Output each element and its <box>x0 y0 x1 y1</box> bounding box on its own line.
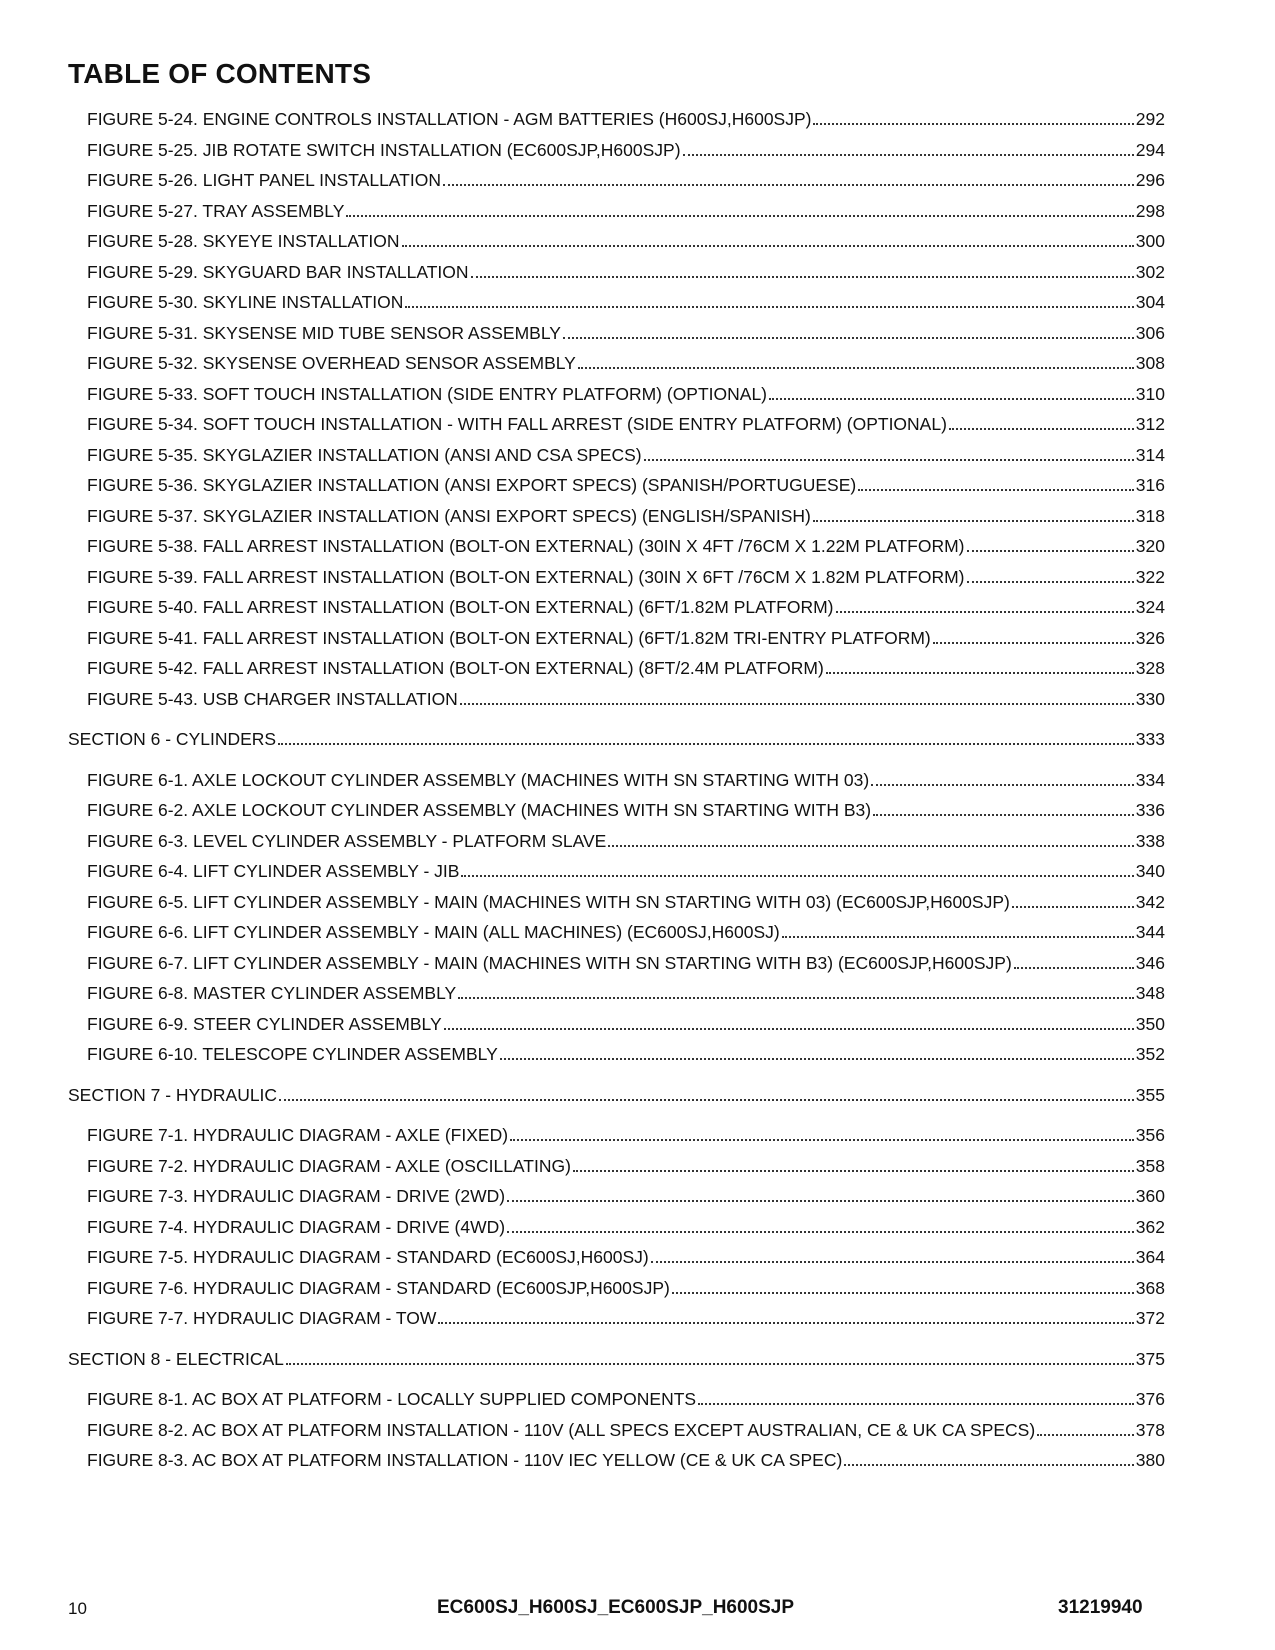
toc-entry-label: FIGURE 6-9. STEER CYLINDER ASSEMBLY <box>87 1014 442 1034</box>
toc-figure-entry[interactable] <box>87 412 1165 434</box>
toc-figure-entry[interactable] <box>87 321 1165 343</box>
toc-entry-label: FIGURE 5-37. SKYGLAZIER INSTALLATION (ANSI EXPORT SPECS) (ENGLISH/SPANISH) <box>87 506 811 526</box>
toc-entry-label: FIGURE 5-27. TRAY ASSEMBLY <box>87 201 345 221</box>
toc-entry-label: FIGURE 6-5. LIFT CYLINDER ASSEMBLY - MAIN (MACHINES WITH SN STARTING WITH 03) (EC600SJP,H600SJP) <box>87 892 1010 912</box>
toc-figure-entry[interactable] <box>87 229 1165 251</box>
toc-entry-page-number: 328 <box>1135 658 1165 678</box>
toc-entry-label: FIGURE 6-10. TELESCOPE CYLINDER ASSEMBLY <box>87 1044 498 1064</box>
toc-dot-leader <box>813 123 1133 125</box>
toc-figure-entry[interactable] <box>87 798 1165 820</box>
toc-entry-label: SECTION 8 - ELECTRICAL <box>68 1349 284 1369</box>
toc-entry-label: FIGURE 8-2. AC BOX AT PLATFORM INSTALLATION - 110V (ALL SPECS EXCEPT AUSTRALIAN, CE & UK CA SPECS) <box>87 1420 1036 1440</box>
toc-figure-entry[interactable] <box>87 920 1165 942</box>
toc-dot-leader <box>608 845 1133 847</box>
toc-dot-leader <box>458 997 1134 999</box>
toc-dot-leader <box>644 459 1134 461</box>
toc-dot-leader <box>967 581 1134 583</box>
toc-entry-page-number: 306 <box>1135 323 1165 343</box>
toc-entry-page-number: 350 <box>1135 1014 1165 1034</box>
toc-entry-page-number: 294 <box>1135 140 1165 160</box>
toc-entry-page-number: 308 <box>1135 353 1165 373</box>
toc-figure-entry[interactable] <box>87 138 1165 160</box>
toc-figure-entry[interactable] <box>87 168 1165 190</box>
toc-dot-leader <box>813 520 1134 522</box>
toc-entry-page-number: 352 <box>1135 1044 1165 1064</box>
toc-entry-label: FIGURE 5-40. FALL ARREST INSTALLATION (BOLT-ON EXTERNAL) (6FT/1.82M PLATFORM) <box>87 597 834 617</box>
toc-dot-leader <box>278 743 1134 745</box>
toc-entry-page-number: 326 <box>1135 628 1165 648</box>
toc-entry-label: FIGURE 5-39. FALL ARREST INSTALLATION (BOLT-ON EXTERNAL) (30IN X 6FT /76CM X 1.82M PLATFORM) <box>87 567 965 587</box>
toc-entry-label: FIGURE 5-32. SKYSENSE OVERHEAD SENSOR ASSEMBLY <box>87 353 576 373</box>
toc-dot-leader <box>651 1261 1134 1263</box>
toc-figure-entry[interactable] <box>87 1215 1165 1237</box>
toc-figure-entry[interactable] <box>87 443 1165 465</box>
toc-entry-label: FIGURE 6-2. AXLE LOCKOUT CYLINDER ASSEMBLY (MACHINES WITH SN STARTING WITH B3) <box>87 800 872 820</box>
toc-entry-page-number: 320 <box>1135 536 1165 556</box>
toc-dot-leader <box>405 306 1133 308</box>
toc-entry-page-number: 360 <box>1135 1186 1165 1206</box>
toc-figure-entry[interactable] <box>87 981 1165 1003</box>
toc-dot-leader <box>563 337 1134 339</box>
toc-entry-label: FIGURE 7-3. HYDRAULIC DIAGRAM - DRIVE (2WD) <box>87 1186 506 1206</box>
toc-entry-label: FIGURE 5-25. JIB ROTATE SWITCH INSTALLATION (EC600SJP,H600SJP) <box>87 140 681 160</box>
toc-dot-leader <box>873 814 1134 816</box>
toc-entry-page-number: 362 <box>1135 1217 1165 1237</box>
toc-entry-label: FIGURE 5-42. FALL ARREST INSTALLATION (BOLT-ON EXTERNAL) (8FT/2.4M PLATFORM) <box>87 658 824 678</box>
toc-dot-leader <box>578 367 1134 369</box>
toc-figure-entry[interactable] <box>87 687 1165 709</box>
toc-dot-leader <box>443 184 1134 186</box>
toc-dot-leader <box>510 1139 1134 1141</box>
toc-dot-leader <box>461 875 1133 877</box>
toc-entry-page-number: 334 <box>1135 770 1165 790</box>
toc-dot-leader <box>402 245 1134 247</box>
toc-entry-page-number: 356 <box>1135 1125 1165 1145</box>
toc-entry-label: FIGURE 8-1. AC BOX AT PLATFORM - LOCALLY SUPPLIED COMPONENTS <box>87 1389 697 1409</box>
toc-figure-entry[interactable] <box>87 1448 1165 1470</box>
toc-entry-page-number: 346 <box>1135 953 1165 973</box>
toc-entry-label: FIGURE 7-5. HYDRAULIC DIAGRAM - STANDARD (EC600SJ,H600SJ) <box>87 1247 649 1267</box>
toc-entry-page-number: 310 <box>1135 384 1165 404</box>
toc-figure-entry[interactable] <box>87 626 1165 648</box>
toc-entry-page-number: 318 <box>1135 506 1165 526</box>
toc-entry-page-number: 338 <box>1135 831 1165 851</box>
toc-figure-entry[interactable] <box>87 951 1165 973</box>
toc-dot-leader <box>444 1028 1134 1030</box>
toc-figure-entry[interactable] <box>87 1012 1165 1034</box>
toc-dot-leader <box>949 428 1134 430</box>
toc-section-entry[interactable] <box>68 1083 1165 1105</box>
toc-entry-page-number: 340 <box>1135 861 1165 881</box>
toc-dot-leader <box>438 1322 1133 1324</box>
toc-entry-page-number: 292 <box>1135 109 1165 129</box>
toc-entry-label: SECTION 7 - HYDRAULIC <box>68 1085 278 1105</box>
toc-section-entry[interactable] <box>68 727 1165 749</box>
toc-dot-leader <box>1037 1434 1134 1436</box>
toc-dot-leader <box>286 1363 1134 1365</box>
toc-entry-page-number: 304 <box>1135 292 1165 312</box>
toc-figure-entry[interactable] <box>87 565 1165 587</box>
toc-entry-page-number: 296 <box>1135 170 1165 190</box>
toc-dot-leader <box>507 1231 1134 1233</box>
toc-entry-label: FIGURE 5-35. SKYGLAZIER INSTALLATION (ANSI AND CSA SPECS) <box>87 445 642 465</box>
toc-dot-leader <box>826 672 1134 674</box>
toc-entry-page-number: 316 <box>1135 475 1165 495</box>
toc-entry-label: FIGURE 7-4. HYDRAULIC DIAGRAM - DRIVE (4WD) <box>87 1217 506 1237</box>
toc-entry-label: FIGURE 6-4. LIFT CYLINDER ASSEMBLY - JIB <box>87 861 460 881</box>
toc-dot-leader <box>698 1403 1134 1405</box>
toc-dot-leader <box>836 611 1134 613</box>
toc-figure-entry[interactable] <box>87 768 1165 790</box>
toc-dot-leader <box>683 154 1134 156</box>
toc-dot-leader <box>858 489 1134 491</box>
toc-entry-page-number: 375 <box>1135 1349 1165 1369</box>
toc-entry-page-number: 314 <box>1135 445 1165 465</box>
toc-figure-entry[interactable] <box>87 473 1165 495</box>
footer-document-number: 31219940 <box>1058 1597 1143 1618</box>
toc-figure-entry[interactable] <box>87 534 1165 556</box>
toc-figure-entry[interactable] <box>87 1154 1165 1176</box>
toc-entry-label: FIGURE 5-41. FALL ARREST INSTALLATION (BOLT-ON EXTERNAL) (6FT/1.82M TRI-ENTRY PLATFORM) <box>87 628 931 648</box>
toc-dot-leader <box>672 1292 1134 1294</box>
toc-entry-label: FIGURE 5-38. FALL ARREST INSTALLATION (BOLT-ON EXTERNAL) (30IN X 4FT /76CM X 1.22M PLATFORM) <box>87 536 965 556</box>
toc-figure-entry[interactable] <box>87 595 1165 617</box>
toc-entry-page-number: 380 <box>1135 1450 1165 1470</box>
toc-figure-entry[interactable] <box>87 382 1165 404</box>
toc-entry-label: FIGURE 5-24. ENGINE CONTROLS INSTALLATION - AGM BATTERIES (H600SJ,H600SJP) <box>87 109 812 129</box>
toc-entry-label: FIGURE 5-34. SOFT TOUCH INSTALLATION - WITH FALL ARREST (SIDE ENTRY PLATFORM) (OPTIONAL) <box>87 414 947 434</box>
page-title: TABLE OF CONTENTS <box>68 58 372 89</box>
toc-figure-entry[interactable] <box>87 504 1165 526</box>
toc-entry-page-number: 324 <box>1135 597 1165 617</box>
toc-dot-leader <box>933 642 1134 644</box>
toc-figure-entry[interactable] <box>87 1184 1165 1206</box>
footer-model-name: EC600SJ_H600SJ_EC600SJP_H600SJP <box>437 1597 795 1618</box>
toc-dot-leader <box>500 1058 1134 1060</box>
toc-figure-entry[interactable] <box>87 859 1165 881</box>
toc-figure-entry[interactable] <box>87 890 1165 912</box>
footer-page-number: 10 <box>68 1599 87 1618</box>
toc-dot-leader <box>346 215 1133 217</box>
toc-entry-page-number: 336 <box>1135 800 1165 820</box>
toc-figure-entry[interactable] <box>87 1418 1165 1440</box>
toc-dot-leader <box>769 398 1134 400</box>
toc-figure-entry[interactable] <box>87 1245 1165 1267</box>
toc-dot-leader <box>507 1200 1134 1202</box>
toc-entry-label: FIGURE 7-6. HYDRAULIC DIAGRAM - STANDARD (EC600SJP,H600SJP) <box>87 1278 670 1298</box>
toc-figure-entry[interactable] <box>87 1276 1165 1298</box>
toc-dot-leader <box>1014 967 1134 969</box>
toc-entry-page-number: 368 <box>1135 1278 1165 1298</box>
toc-dot-leader <box>573 1170 1134 1172</box>
toc-figure-entry[interactable] <box>87 351 1165 373</box>
toc-dot-leader <box>844 1464 1134 1466</box>
toc-dot-leader <box>1012 906 1134 908</box>
toc-figure-entry[interactable] <box>87 1123 1165 1145</box>
toc-dot-leader <box>782 936 1134 938</box>
toc-section-entry[interactable] <box>68 1347 1165 1369</box>
toc-entry-page-number: 302 <box>1135 262 1165 282</box>
toc-entry-label: FIGURE 5-33. SOFT TOUCH INSTALLATION (SIDE ENTRY PLATFORM) (OPTIONAL) <box>87 384 768 404</box>
toc-figure-entry[interactable] <box>87 1042 1165 1064</box>
toc-figure-entry[interactable] <box>87 290 1165 312</box>
toc-entry-label: FIGURE 6-3. LEVEL CYLINDER ASSEMBLY - PLATFORM SLAVE <box>87 831 607 851</box>
toc-entry-label: FIGURE 5-29. SKYGUARD BAR INSTALLATION <box>87 262 469 282</box>
toc-entry-label: FIGURE 5-26. LIGHT PANEL INSTALLATION <box>87 170 441 190</box>
toc-entry-label: FIGURE 5-28. SKYEYE INSTALLATION <box>87 231 400 251</box>
toc-entry-page-number: 364 <box>1135 1247 1165 1267</box>
toc-entry-label: FIGURE 6-1. AXLE LOCKOUT CYLINDER ASSEMBLY (MACHINES WITH SN STARTING WITH 03) <box>87 770 870 790</box>
toc-entry-page-number: 298 <box>1135 201 1165 221</box>
toc-entry-page-number: 344 <box>1135 922 1165 942</box>
toc-entry-label: FIGURE 7-2. HYDRAULIC DIAGRAM - AXLE (OSCILLATING) <box>87 1156 571 1176</box>
toc-figure-entry[interactable] <box>87 656 1165 678</box>
toc-entry-page-number: 378 <box>1135 1420 1165 1440</box>
toc-dot-leader <box>871 784 1134 786</box>
toc-entry-page-number: 330 <box>1135 689 1165 709</box>
toc-dot-leader <box>967 550 1134 552</box>
toc-entry-page-number: 358 <box>1135 1156 1165 1176</box>
toc-entry-page-number: 348 <box>1135 983 1165 1003</box>
toc-entry-page-number: 322 <box>1135 567 1165 587</box>
toc-entry-label: FIGURE 6-6. LIFT CYLINDER ASSEMBLY - MAIN (ALL MACHINES) (EC600SJ,H600SJ) <box>87 922 780 942</box>
toc-dot-leader <box>460 703 1134 705</box>
toc-figure-entry[interactable] <box>87 1306 1165 1328</box>
toc-entry-label: FIGURE 7-7. HYDRAULIC DIAGRAM - TOW <box>87 1308 437 1328</box>
toc-dot-leader <box>279 1099 1134 1101</box>
toc-entry-label: FIGURE 6-8. MASTER CYLINDER ASSEMBLY <box>87 983 457 1003</box>
toc-entry-label: FIGURE 5-36. SKYGLAZIER INSTALLATION (ANSI EXPORT SPECS) (SPANISH/PORTUGUESE) <box>87 475 857 495</box>
toc-entry-page-number: 355 <box>1135 1085 1165 1105</box>
toc-entry-page-number: 376 <box>1135 1389 1165 1409</box>
toc-figure-entry[interactable] <box>87 260 1165 282</box>
toc-figure-entry[interactable] <box>87 1387 1165 1409</box>
page-footer <box>0 1597 1275 1621</box>
toc-figure-entry[interactable] <box>87 199 1165 221</box>
toc-entry-label: SECTION 6 - CYLINDERS <box>68 729 277 749</box>
toc-entry-page-number: 372 <box>1135 1308 1165 1328</box>
toc-entry-page-number: 342 <box>1135 892 1165 912</box>
toc-entry-label: FIGURE 8-3. AC BOX AT PLATFORM INSTALLATION - 110V IEC YELLOW (CE & UK CA SPEC) <box>87 1450 843 1470</box>
toc-entry-label: FIGURE 5-31. SKYSENSE MID TUBE SENSOR ASSEMBLY <box>87 323 561 343</box>
toc-entry-page-number: 333 <box>1135 729 1165 749</box>
toc-entry-label: FIGURE 5-30. SKYLINE INSTALLATION <box>87 292 404 312</box>
toc-entry-page-number: 312 <box>1135 414 1165 434</box>
toc-entry-label: FIGURE 6-7. LIFT CYLINDER ASSEMBLY - MAIN (MACHINES WITH SN STARTING WITH B3) (EC600SJP,H600SJP) <box>87 953 1012 973</box>
toc-entry-page-number: 300 <box>1135 231 1165 251</box>
toc-dot-leader <box>471 276 1134 278</box>
toc-entry-label: FIGURE 7-1. HYDRAULIC DIAGRAM - AXLE (FIXED) <box>87 1125 509 1145</box>
toc-figure-entry[interactable] <box>87 107 1165 129</box>
toc-entry-label: FIGURE 5-43. USB CHARGER INSTALLATION <box>87 689 458 709</box>
toc-figure-entry[interactable] <box>87 829 1165 851</box>
